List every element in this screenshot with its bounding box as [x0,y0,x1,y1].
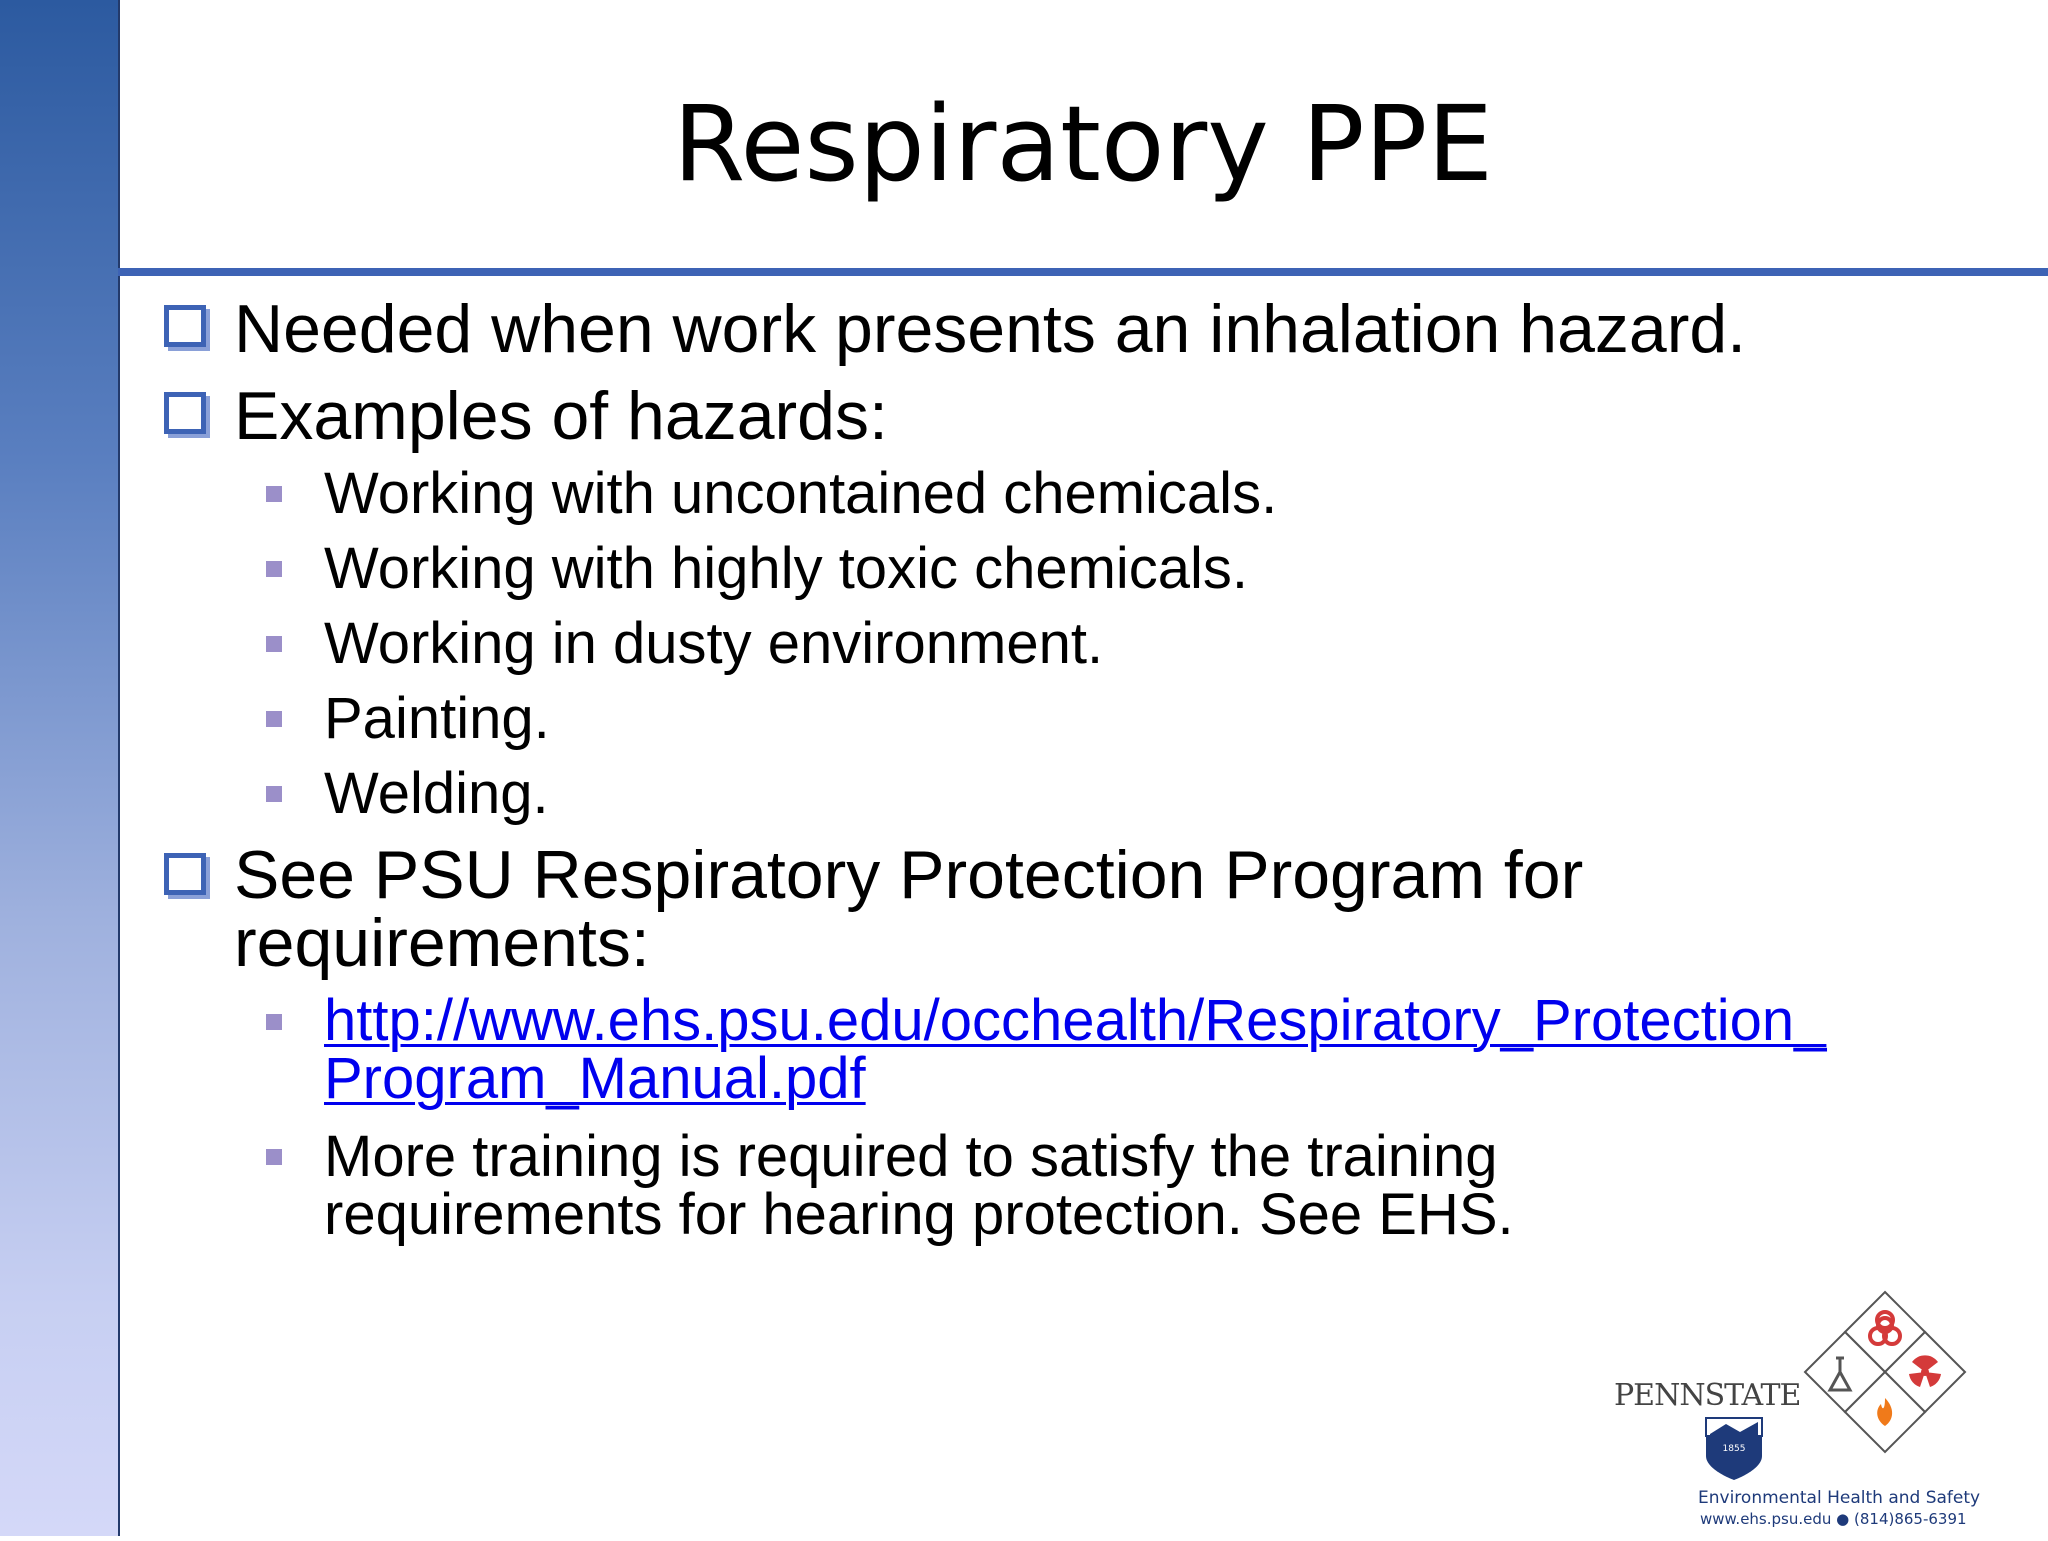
hazard-item: Working with uncontained chemicals. [324,461,1278,526]
program-manual-link-line2[interactable]: Program_Manual.pdf [324,1046,866,1111]
program-manual-link[interactable] [324,988,1827,1111]
program-manual-link-line1[interactable]: http://www.ehs.psu.edu/occhealth/Respiratory_Protection_ [324,988,1827,1053]
square-bullet-icon [266,1149,282,1165]
checkbox-bullet-icon [164,305,206,347]
hazard-item: Working in dusty environment. [324,611,1104,676]
square-bullet-icon [266,561,282,577]
ehs-department-name: Environmental Health and Safety [1698,1488,1981,1508]
ehs-contact: www.ehs.psu.edu ● (814)865-6391 [1700,1510,1967,1528]
training-note [324,1124,1514,1247]
slide-title: Respiratory PPE [672,83,1494,205]
square-bullet-icon [266,486,282,502]
bullet-inhalation-hazard: Needed when work presents an inhalation hazard. [234,291,1747,367]
square-bullet-icon [266,711,282,727]
square-bullet-icon [266,786,282,802]
bullet-program-line2: requirements: [234,905,650,981]
hazard-item: Painting. [324,686,550,751]
square-bullet-icon [266,636,282,652]
pennstate-ehs-logo [1600,1280,2048,1536]
checkbox-bullet-icon [164,853,206,895]
hazard-item: Working with highly toxic chemicals. [324,536,1249,601]
square-bullet-icon [266,1014,282,1030]
shield-year: 1855 [1722,1444,1746,1454]
training-note-line1: More training is required to satisfy the training [324,1124,1498,1189]
pennstate-wordmark: PENNSTATE [1614,1378,1801,1413]
bullet-program-line1: See PSU Respiratory Protection Program for [234,837,1584,913]
training-note-line2: requirements for hearing protection. See EHS. [324,1182,1514,1247]
bullet-examples-heading: Examples of hazards: [234,378,888,454]
hazard-item: Welding. [324,761,549,826]
checkbox-bullet-icon [164,392,206,434]
